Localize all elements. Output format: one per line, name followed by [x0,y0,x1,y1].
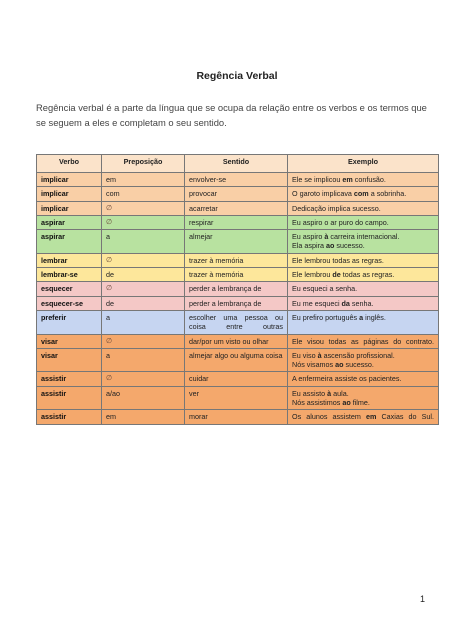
cell-example [288,410,439,424]
cell-preposition: em [102,173,185,187]
example-text: Nós visamos [292,360,336,370]
cell-verb: implicar [37,173,102,187]
cell-preposition: ∅ [102,215,185,229]
cell-verb: assistir [37,386,102,410]
example-text: sucesso. [343,360,374,370]
cell-preposition: ∅ [102,201,185,215]
example-preposition: à [324,232,329,242]
cell-sense: envolver-se [185,173,288,187]
cell-example [288,310,439,334]
cell-preposition: de [102,296,185,310]
cell-verb: aspirar [37,230,102,254]
cell-verb: assistir [37,410,102,424]
document-title: Regência Verbal [196,70,278,82]
example-text: Ela aspira [292,241,326,251]
cell-verb: assistir [37,372,102,386]
example-text: Eu me esqueci [292,298,342,308]
cell-verb: aspirar [37,215,102,229]
regencia-table [36,154,439,425]
cell-example [288,372,439,386]
example-text: filme. [350,398,370,408]
table-row [37,410,439,424]
example-preposition: em [342,175,353,184]
table-row [37,215,439,229]
example-text: Eu prefiro português [292,312,360,322]
table-row [37,348,439,372]
table-row [37,230,439,254]
table-body [37,173,439,425]
example-preposition: à [327,388,332,398]
cell-preposition: ∅ [102,372,185,386]
example-text: Eu assisto [292,388,328,398]
example-text: confusão. [352,175,386,184]
cell-preposition: em [102,410,185,424]
table-row [37,173,439,187]
table-row [37,334,439,348]
table-header-row [37,155,439,173]
cell-example [288,230,439,254]
cell-preposition: a [102,310,185,334]
cell-sense: perder a lembrança de [185,296,288,310]
cell-example [288,282,439,296]
cell-verb: implicar [37,201,102,215]
cell-sense: trazer à memória [185,268,288,282]
cell-preposition: ∅ [102,334,185,348]
example-preposition: em [366,412,377,422]
example-text: Ele lembrou [292,270,333,280]
cell-verb: lembrar [37,253,102,267]
cell-preposition: a/ao [102,386,185,410]
example-preposition: de [332,270,341,280]
example-text: ascensão profissional. [321,350,395,360]
cell-sense: almejar [185,230,288,254]
cell-verb: esquecer [37,282,102,296]
example-text: Eu aspiro [292,232,325,242]
cell-example [288,348,439,372]
example-text: senha. [349,298,374,308]
cell-preposition: ∅ [102,282,185,296]
cell-sense: trazer à memória [185,253,288,267]
cell-verb: esquecer-se [37,296,102,310]
cell-verb: visar [37,334,102,348]
cell-sense: almejar algo ou alguma coisa [185,348,288,372]
intro-paragraph: Regência verbal é a parte da língua que se ocupa da relação entre os verbos e os termos que se seguem a eles e completam o seu sentido. [36,102,427,128]
cell-sense: escolher uma pessoa ou coisa entre outras [185,310,288,334]
cell-verb: lembrar-se [37,268,102,282]
example-preposition: ao [325,241,335,251]
table-row [37,386,439,410]
example-text: Ele lembrou todas as regras. [292,255,384,265]
table-row [37,310,439,334]
table-row [37,296,439,310]
cell-verb: preferir [37,310,102,334]
header-verbo: Verbo [37,155,102,173]
table-row [37,201,439,215]
example-text: Os alunos assistem [292,412,366,422]
cell-preposition: ∅ [102,253,185,267]
example-text: A enfermeira assiste os pacientes. [292,374,402,384]
example-text: Eu aspiro o ar puro do campo. [292,217,389,227]
table-row [37,372,439,386]
example-text: O garoto implicava [292,189,354,199]
header-exemplo: Exemplo [288,155,439,173]
cell-example [288,334,439,348]
example-text: sucesso. [334,241,365,251]
cell-sense: morar [185,410,288,424]
cell-verb: visar [37,348,102,372]
table-row [37,253,439,267]
cell-example [288,296,439,310]
example-preposition: ao [335,360,344,370]
cell-preposition: a [102,348,185,372]
example-preposition: da [341,298,350,308]
cell-preposition: a [102,230,185,254]
cell-sense: ver [185,386,288,410]
page-number: 1 [420,594,426,604]
example-text: inglês. [363,312,386,322]
example-preposition: com [353,189,369,199]
header-sentido: Sentido [185,155,288,173]
example-text: Eu viso [292,350,318,360]
example-text: aula. [331,388,349,398]
cell-preposition: com [102,187,185,201]
cell-verb: implicar [37,187,102,201]
cell-preposition: de [102,268,185,282]
cell-example [288,187,439,201]
example-text: Ele se implicou [292,175,343,184]
cell-sense: respirar [185,215,288,229]
example-text: a sobrinha. [368,189,407,199]
cell-sense: provocar [185,187,288,201]
cell-sense: dar/por um visto ou olhar [185,334,288,348]
example-text: Nós assistimos [292,398,343,408]
cell-example [288,201,439,215]
cell-sense: cuidar [185,372,288,386]
cell-sense: acarretar [185,201,288,215]
example-text: todas as regras. [340,270,395,280]
example-text: carreira internacional. [328,232,400,242]
example-text: Dedicação implica sucesso. [292,203,381,213]
cell-example [288,215,439,229]
cell-example [288,253,439,267]
example-text: Caxias do Sul. [376,412,435,422]
example-text: Eu esqueci a senha. [292,284,358,294]
table-row [37,187,439,201]
table-row [37,282,439,296]
example-preposition: ao [342,398,351,408]
header-preposicao: Preposição [102,155,185,173]
cell-example [288,386,439,410]
cell-example [288,173,439,187]
example-preposition: à [317,350,322,360]
cell-example [288,268,439,282]
cell-sense: perder a lembrança de [185,282,288,296]
table-row [37,268,439,282]
example-preposition: a [359,312,364,322]
example-text: Ele visou todas as páginas do contrato. [292,336,434,346]
